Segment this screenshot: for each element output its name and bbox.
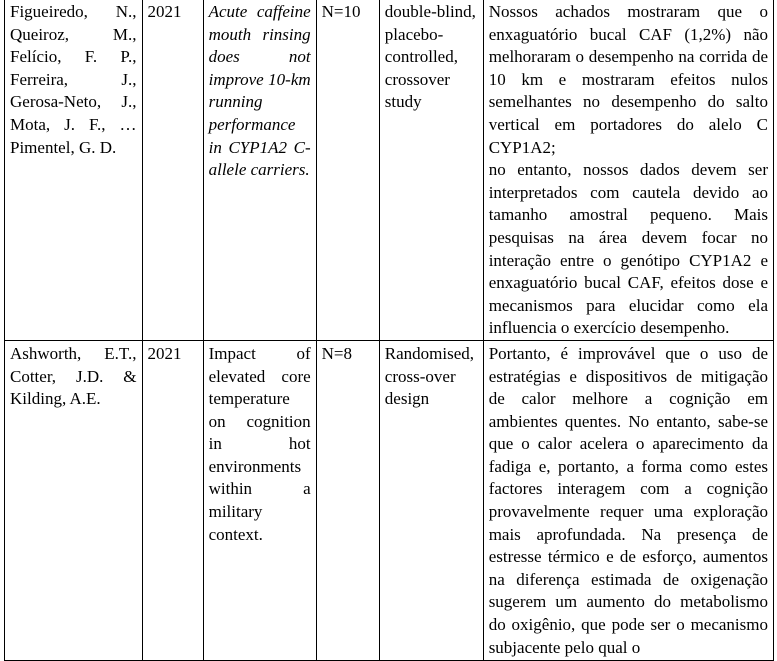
table-row: [5, 0, 774, 340]
title-cell: Impact of elevated core temperature on cognition in hot environments within a military context.: [203, 340, 316, 660]
sample-size-cell: N=8: [316, 340, 379, 660]
sample-size-cell: N=10: [316, 0, 379, 340]
authors-cell: Figueiredo, N., Queiroz, M., Felício, F. P., Ferreira, J., Gerosa-Neto, J., Mota, J. F., … Pimentel, G. D.: [5, 0, 143, 340]
studies-table: [4, 0, 774, 661]
study-design-cell: Randomised, cross-over design: [379, 340, 483, 660]
findings-paragraph: Portanto, é improvável que o uso de estratégias e dispositivos de mitigação de calor melhore a cognição em ambientes quentes. No entanto, sabe-se que o calor acelera o aparecimento da fadiga e, portanto, a forma como estes factores interagem com a cognição provavelmente requer uma exploração mais aprofundada. Na presença de estresse térmico e de esforço, aumentos na diferença estimada de oxigenação sugerem um aumento do metabolismo do oxigênio, que pode ser o mecanismo subjacente pelo qual o: [488, 343, 768, 657]
table-row: [5, 340, 774, 660]
findings-paragraph: Nossos achados mostraram que o enxaguatório bucal CAF (1,2%) não melhoraram o desempenho na corrida de 10 km e mostraram efeitos nulos semelhantes no desempenho do salto vertical em portadores do alelo C CYP1A2;: [488, 2, 768, 157]
findings-cell: [483, 0, 773, 340]
authors-cell: Ashworth, E.T., Cotter, J.D. & Kilding, A.E.: [5, 340, 143, 660]
study-design-cell: double-blind, placebo-controlled, crossover study: [379, 0, 483, 340]
findings-paragraph: no entanto, nossos dados devem ser interpretados com cautela devido ao tamanho amostral pequeno. Mais pesquisas na área devem focar no interação entre o genótipo CYP1A2 e enxaguatório bucal CAF, efeitos dose e mecanismos para elucidar como ela influencia o exercício desempenho.: [488, 160, 768, 338]
findings-cell: [483, 340, 773, 660]
year-cell: 2021: [142, 340, 203, 660]
year-cell: 2021: [142, 0, 203, 340]
title-cell: Acute caffeine mouth rinsing does not improve 10-km running performance in CYP1A2 C-allele carriers.: [203, 0, 316, 340]
